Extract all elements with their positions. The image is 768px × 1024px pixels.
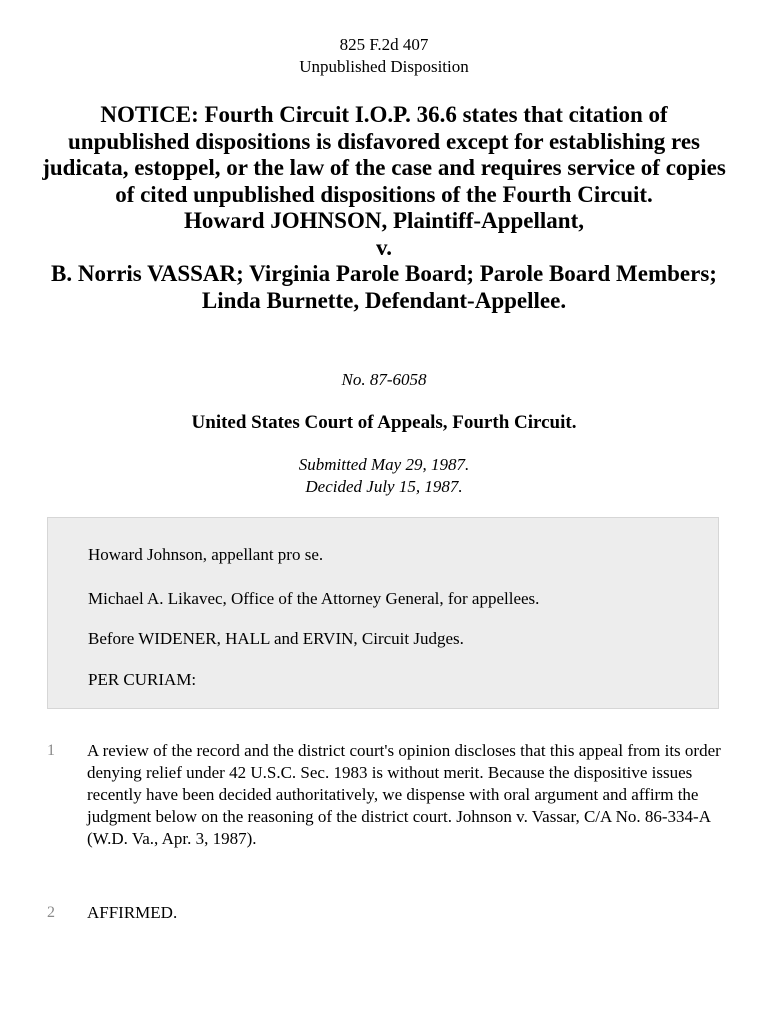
per-curiam-label: PER CURIAM: (88, 670, 197, 689)
case-headline (40, 102, 728, 314)
defendant-parties: B. Norris VASSAR; Virginia Parole Board; Parole Board Members; Linda Burnette, Defendant-Appellee. (51, 261, 717, 313)
submitted-date: Submitted May 29, 1987. (298, 455, 470, 474)
court-name: United States Court of Appeals, Fourth Circuit. (191, 412, 577, 433)
paragraph-text: A review of the record and the district court's opinion discloses that this appeal from its order denying relief under 42 U.S.C. Sec. 1983 is without merit. Because the dispositive issues recently have been decided authoritatively, we dispense with oral argument and affirm the judgment below on the reasoning of the district court. Johnson v. Vassar, C/A No. 86-334-A (W.D. Va., Apr. 3, 1987). (87, 741, 721, 848)
paragraph-number: 2 (47, 904, 55, 921)
docket-number: No. 87-6058 (341, 370, 427, 389)
notice-text: NOTICE: Fourth Circuit I.O.P. 36.6 states that citation of unpublished dispositions is disfavored except for establishing res judicata, estoppel, or the law of the case and requires service of copies of cited unpublished dispositions of the Fourth Circuit. (42, 102, 726, 207)
plaintiff-party: Howard JOHNSON, Plaintiff-Appellant, (184, 208, 584, 233)
versus-label: v. (376, 234, 392, 260)
panel-judges: Before WIDENER, HALL and ERVIN, Circuit Judges. (88, 629, 464, 648)
appellee-counsel: Michael A. Likavec, Office of the Attorney General, for appellees. (88, 589, 540, 608)
disposition-label: Unpublished Disposition (299, 57, 469, 76)
counsel-box (47, 517, 719, 709)
appellant-counsel: Howard Johnson, appellant pro se. (88, 545, 324, 564)
case-citation-header (0, 34, 768, 78)
reporter-citation: 825 F.2d 407 (339, 35, 429, 54)
paragraph-text: AFFIRMED. (87, 903, 178, 922)
paragraph-number: 1 (47, 742, 55, 759)
case-dates (0, 454, 768, 498)
decided-date: Decided July 15, 1987. (305, 477, 463, 496)
